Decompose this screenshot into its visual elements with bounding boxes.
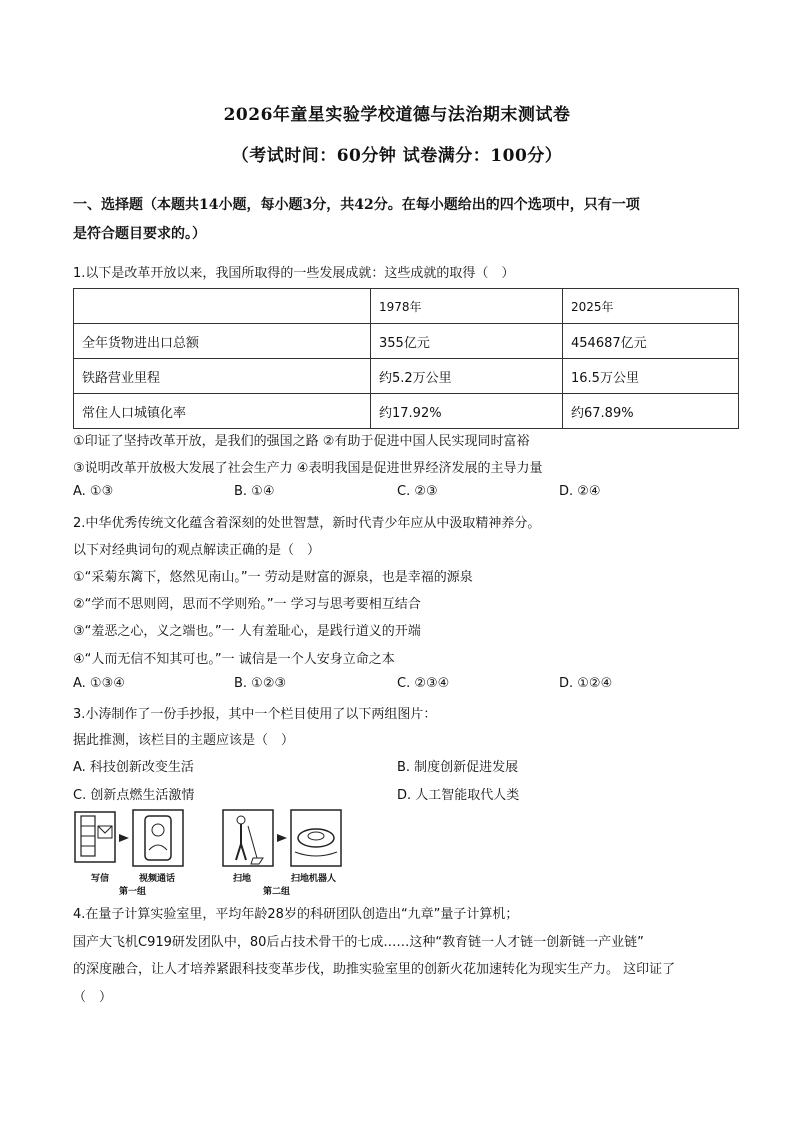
group1-label: 第一组 (119, 887, 147, 897)
q3-stem-line2: 据此推测，该栏目的主题应该是（ ） (73, 733, 295, 748)
table-cell: 全年货物进出口总额 (74, 324, 371, 359)
table-row (74, 394, 739, 429)
q2-item-3: ③“羞恶之心，义之端也。”一 人有羞耻心，是践行道义的开端 (73, 624, 421, 639)
q2-option-b[interactable]: B. ①②③ (234, 676, 287, 691)
table-cell: 16.5万公里 (563, 359, 739, 394)
letter-icon (75, 812, 115, 862)
caption-left-1: 写信 (91, 874, 110, 884)
table-cell: 常住人口城镇化率 (74, 394, 371, 429)
section-heading-line2: 是符合题目要求的。） (73, 226, 206, 242)
q3-figure-drawing (73, 808, 343, 870)
robot-vacuum-icon (291, 810, 341, 866)
table-cell: 约5.2万公里 (371, 359, 563, 394)
q2-stem-line2: 以下对经典词句的观点解读正确的是（ ） (73, 543, 321, 558)
q3-figure (73, 808, 343, 898)
q3-stem-line1: 3.小涛制作了一份手抄报，其中一个栏目使用了以下两组图片： (73, 707, 437, 722)
q2-option-c[interactable]: C. ②③④ (397, 676, 450, 691)
caption-left-2: 扫地 (233, 874, 252, 884)
group2-label: 第二组 (263, 887, 291, 897)
q2-item-2: ②“学而不思则罔，思而不学则殆。”一 学习与思考要相互结合 (73, 597, 421, 612)
table-row (74, 289, 739, 324)
table-cell (74, 289, 371, 324)
table-row (74, 359, 739, 394)
video-call-icon (133, 810, 183, 866)
q4-line3: 的深度融合，让人才培养紧跟科技变革步伐，助推实验室里的创新火花加速转化为现实生产力。 这印证了 (73, 962, 676, 977)
q3-option-b[interactable]: B. 制度创新促进发展 (397, 760, 519, 775)
q1-option-b[interactable]: B. ①④ (234, 484, 275, 499)
q1-option-a[interactable]: A. ①③ (73, 484, 114, 499)
arrow-icon (119, 834, 129, 842)
q4-line2: 国产大飞机C919研发团队中，80后占技术骨干的七成……这种“教育链一人才链一创新链一产业链” (73, 935, 644, 950)
q1-option-c[interactable]: C. ②③ (397, 484, 438, 499)
q1-table (73, 288, 739, 429)
q2-item-1: ①“采菊东篱下，悠然见南山。”一 劳动是财富的源泉，也是幸福的源泉 (73, 570, 473, 585)
table-cell: 铁路营业里程 (74, 359, 371, 394)
table-cell: 454687亿元 (563, 324, 739, 359)
table-cell: 355亿元 (371, 324, 563, 359)
table-cell: 2025年 (563, 289, 739, 324)
q2-option-d[interactable]: D. ①②④ (559, 676, 613, 691)
q4-line1: 4.在量子计算实验室里，平均年龄28岁的科研团队创造出“九章”量子计算机； (73, 907, 519, 922)
caption-right-1: 视频通话 (139, 874, 176, 884)
section-heading (73, 191, 733, 249)
q2-item-4: ④“人而无信不知其可也。”一 诚信是一个人安身立命之本 (73, 652, 395, 667)
q4-line4: （ ） (73, 990, 113, 1005)
q1-statements-line1: ①印证了坚持改革开放，是我们的强国之路 ②有助于促进中国人民实现同时富裕 (73, 434, 530, 449)
sweeping-icon (223, 810, 273, 866)
section-heading-line1: 一、选择题（本题共14小题，每小题3分，共42分。在每小题给出的四个选项中，只有一项 (73, 197, 640, 213)
exam-title: 2026年童星实验学校道德与法治期末测试卷 (223, 105, 571, 125)
table-row (74, 324, 739, 359)
q2-option-a[interactable]: A. ①③④ (73, 676, 125, 691)
q2-stem-line1: 2.中华优秀传统文化蕴含着深刻的处世智慧，新时代青少年应从中汲取精神养分。 (73, 516, 541, 531)
q3-option-d[interactable]: D. 人工智能取代人类 (397, 788, 520, 803)
table-cell: 1978年 (371, 289, 563, 324)
table-cell: 约67.89% (563, 394, 739, 429)
q3-option-a[interactable]: A. 科技创新改变生活 (73, 760, 194, 775)
q3-option-c[interactable]: C. 创新点燃生活激情 (73, 788, 195, 803)
q1-stem: 1.以下是改革开放以来，我国所取得的一些发展成就：这些成就的取得（ ） (73, 266, 515, 281)
exam-subtitle: （考试时间：60分钟 试卷满分：100分） (231, 146, 563, 166)
q1-statements-line2: ③说明改革开放极大发展了社会生产力 ④表明我国是促进世界经济发展的主导力量 (73, 461, 543, 476)
arrow-icon (277, 834, 287, 842)
q1-option-d[interactable]: D. ②④ (559, 484, 601, 499)
table-cell: 约17.92% (371, 394, 563, 429)
caption-right-2: 扫地机器人 (291, 874, 337, 884)
